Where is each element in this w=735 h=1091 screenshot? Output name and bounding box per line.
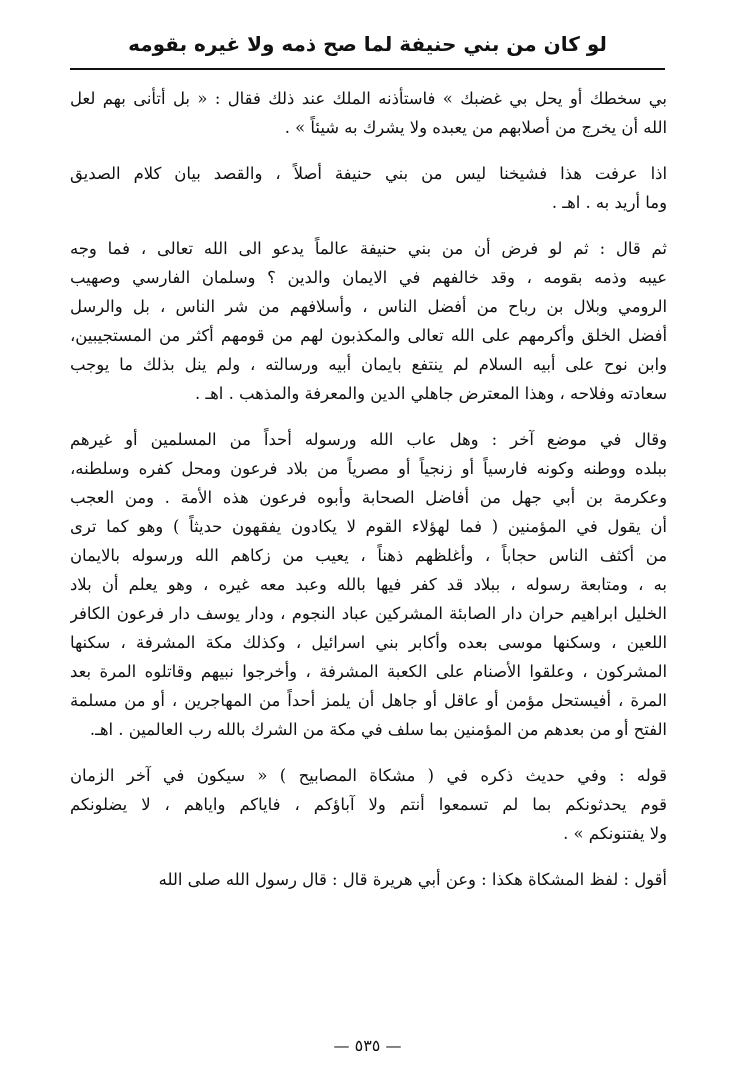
text-line: وما أريد به . اهـ . bbox=[551, 193, 667, 212]
text-line: وعكرمة بن أبي جهل من أفاضل الصحابة وأبوه فرعون هذه الأمة . ومن العجب bbox=[70, 488, 667, 507]
text-line: سعادته وفلاحه ، وهذا المعترض جاهلي الدين والمعرفة والمذهب . اهـ . bbox=[194, 384, 667, 403]
page-number: — ٥٣٥ — bbox=[333, 1036, 402, 1055]
text-line: اذا عرفت هذا فشيخنا ليس من بني حنيفة أصلاً ، والقصد بيان كلام الصديق bbox=[70, 164, 667, 183]
paragraph bbox=[70, 761, 667, 848]
text-line: قوم يحدثونكم بما لم تسمعوا أنتم ولا آباؤكم ، فاياكم واياهم ، لا يضلونكم bbox=[70, 795, 667, 814]
text-line: المشركون ، وعلقوا الأصنام على الكعبة المشرفة ، وأخرجوا نبيهم وقاتلوه المرة بعد bbox=[70, 662, 667, 681]
text-line: اللعين ، وسكنها موسى بعده وأكابر بني اسرائيل ، وكذلك مكة المشرفة ، سكنها bbox=[70, 633, 667, 652]
text-line: الله أن يخرج من أصلابهم من يعبده ولا يشرك به شيئاً » . bbox=[284, 118, 667, 137]
running-header: لو كان من بني حنيفة لما صح ذمه ولا غيره بقومه bbox=[128, 32, 607, 56]
header-rule bbox=[70, 68, 665, 70]
text-line: قوله : وفي حديث ذكره في ( مشكاة المصابيح ) « سيكون في آخر الزمان bbox=[70, 766, 667, 785]
text-line: الرومي وبلال بن رباح من أفضل الناس ، وأسلافهم من شر الناس ، بل والرسل bbox=[70, 297, 667, 316]
text-line: ثم قال : ثم لو فرض أن من بني حنيفة عالماً يدعو الى الله تعالى ، فما وجه bbox=[70, 239, 667, 258]
paragraph bbox=[70, 865, 667, 894]
text-line: أفضل الخلق وأكرمهم على الله تعالى والمكذبون لهم من قومهم أكثر من المستجيبين، bbox=[70, 326, 667, 345]
text-line: وقال في موضع آخر : وهل عاب الله ورسوله أحداً من المسلمين أو غيرهم bbox=[70, 430, 667, 449]
text-line: الخليل ابراهيم حران دار الصابئة المشركين عباد النجوم ، ودار يوسف دار فرعون الكافر bbox=[70, 604, 667, 623]
text-line: أن يقول في المؤمنين ( فما لهؤلاء القوم لا يكادون يفقهون حديثاً ) وهو كما ترى bbox=[70, 517, 667, 536]
paragraph bbox=[70, 234, 667, 408]
text-line: ببلده ووطنه وكونه فارسياً أو زنجياً أو مصرياً من بلاد فرعون ومحل كفره وسلطنه، bbox=[70, 459, 667, 478]
text-line: من أكثف الناس حجاباً ، وأغلظهم ذهناً ، يعيب من زكاهم الله ورسوله بالايمان bbox=[70, 546, 667, 565]
text-line: به ، ومتابعة رسوله ، ببلاد قد كفر فيها بالله وعبد معه غيره ، وهو يعلم أن بلاد bbox=[70, 575, 667, 594]
paragraph bbox=[70, 159, 667, 217]
text-line: المرة ، أفيستحل مؤمن أو عاقل أو جاهل أن يلمز أحداً من المهاجرين ، أو من مسلمة bbox=[70, 691, 667, 710]
paragraph bbox=[70, 84, 667, 142]
text-line: الفتح أو من بعدهم من المؤمنين بما سلف في مكة من الشرك بالله رب العالمين . اهـ. bbox=[89, 720, 667, 739]
text-line: أقول : لفظ المشكاة هكذا : وعن أبي هريرة قال : قال رسول الله صلى الله bbox=[158, 870, 667, 889]
text-line: بي سخطك أو يحل بي غضبك » فاستأذنه الملك عند ذلك فقال : « بل أتأنى بهم لعل bbox=[70, 89, 667, 108]
paragraph bbox=[70, 425, 667, 744]
text-body bbox=[70, 84, 667, 911]
text-line: ولا يفتنونكم » . bbox=[563, 824, 667, 843]
text-line: وابن نوح على أبيه السلام لم ينتفع بايمان أبيه ورسالته ، ولم ينل بذلك ما يوجب bbox=[70, 355, 667, 374]
text-line: عيبه وذمه بقومه ، وقد خالفهم في الايمان والدين ؟ وسلمان الفارسي وصهيب bbox=[70, 268, 667, 287]
